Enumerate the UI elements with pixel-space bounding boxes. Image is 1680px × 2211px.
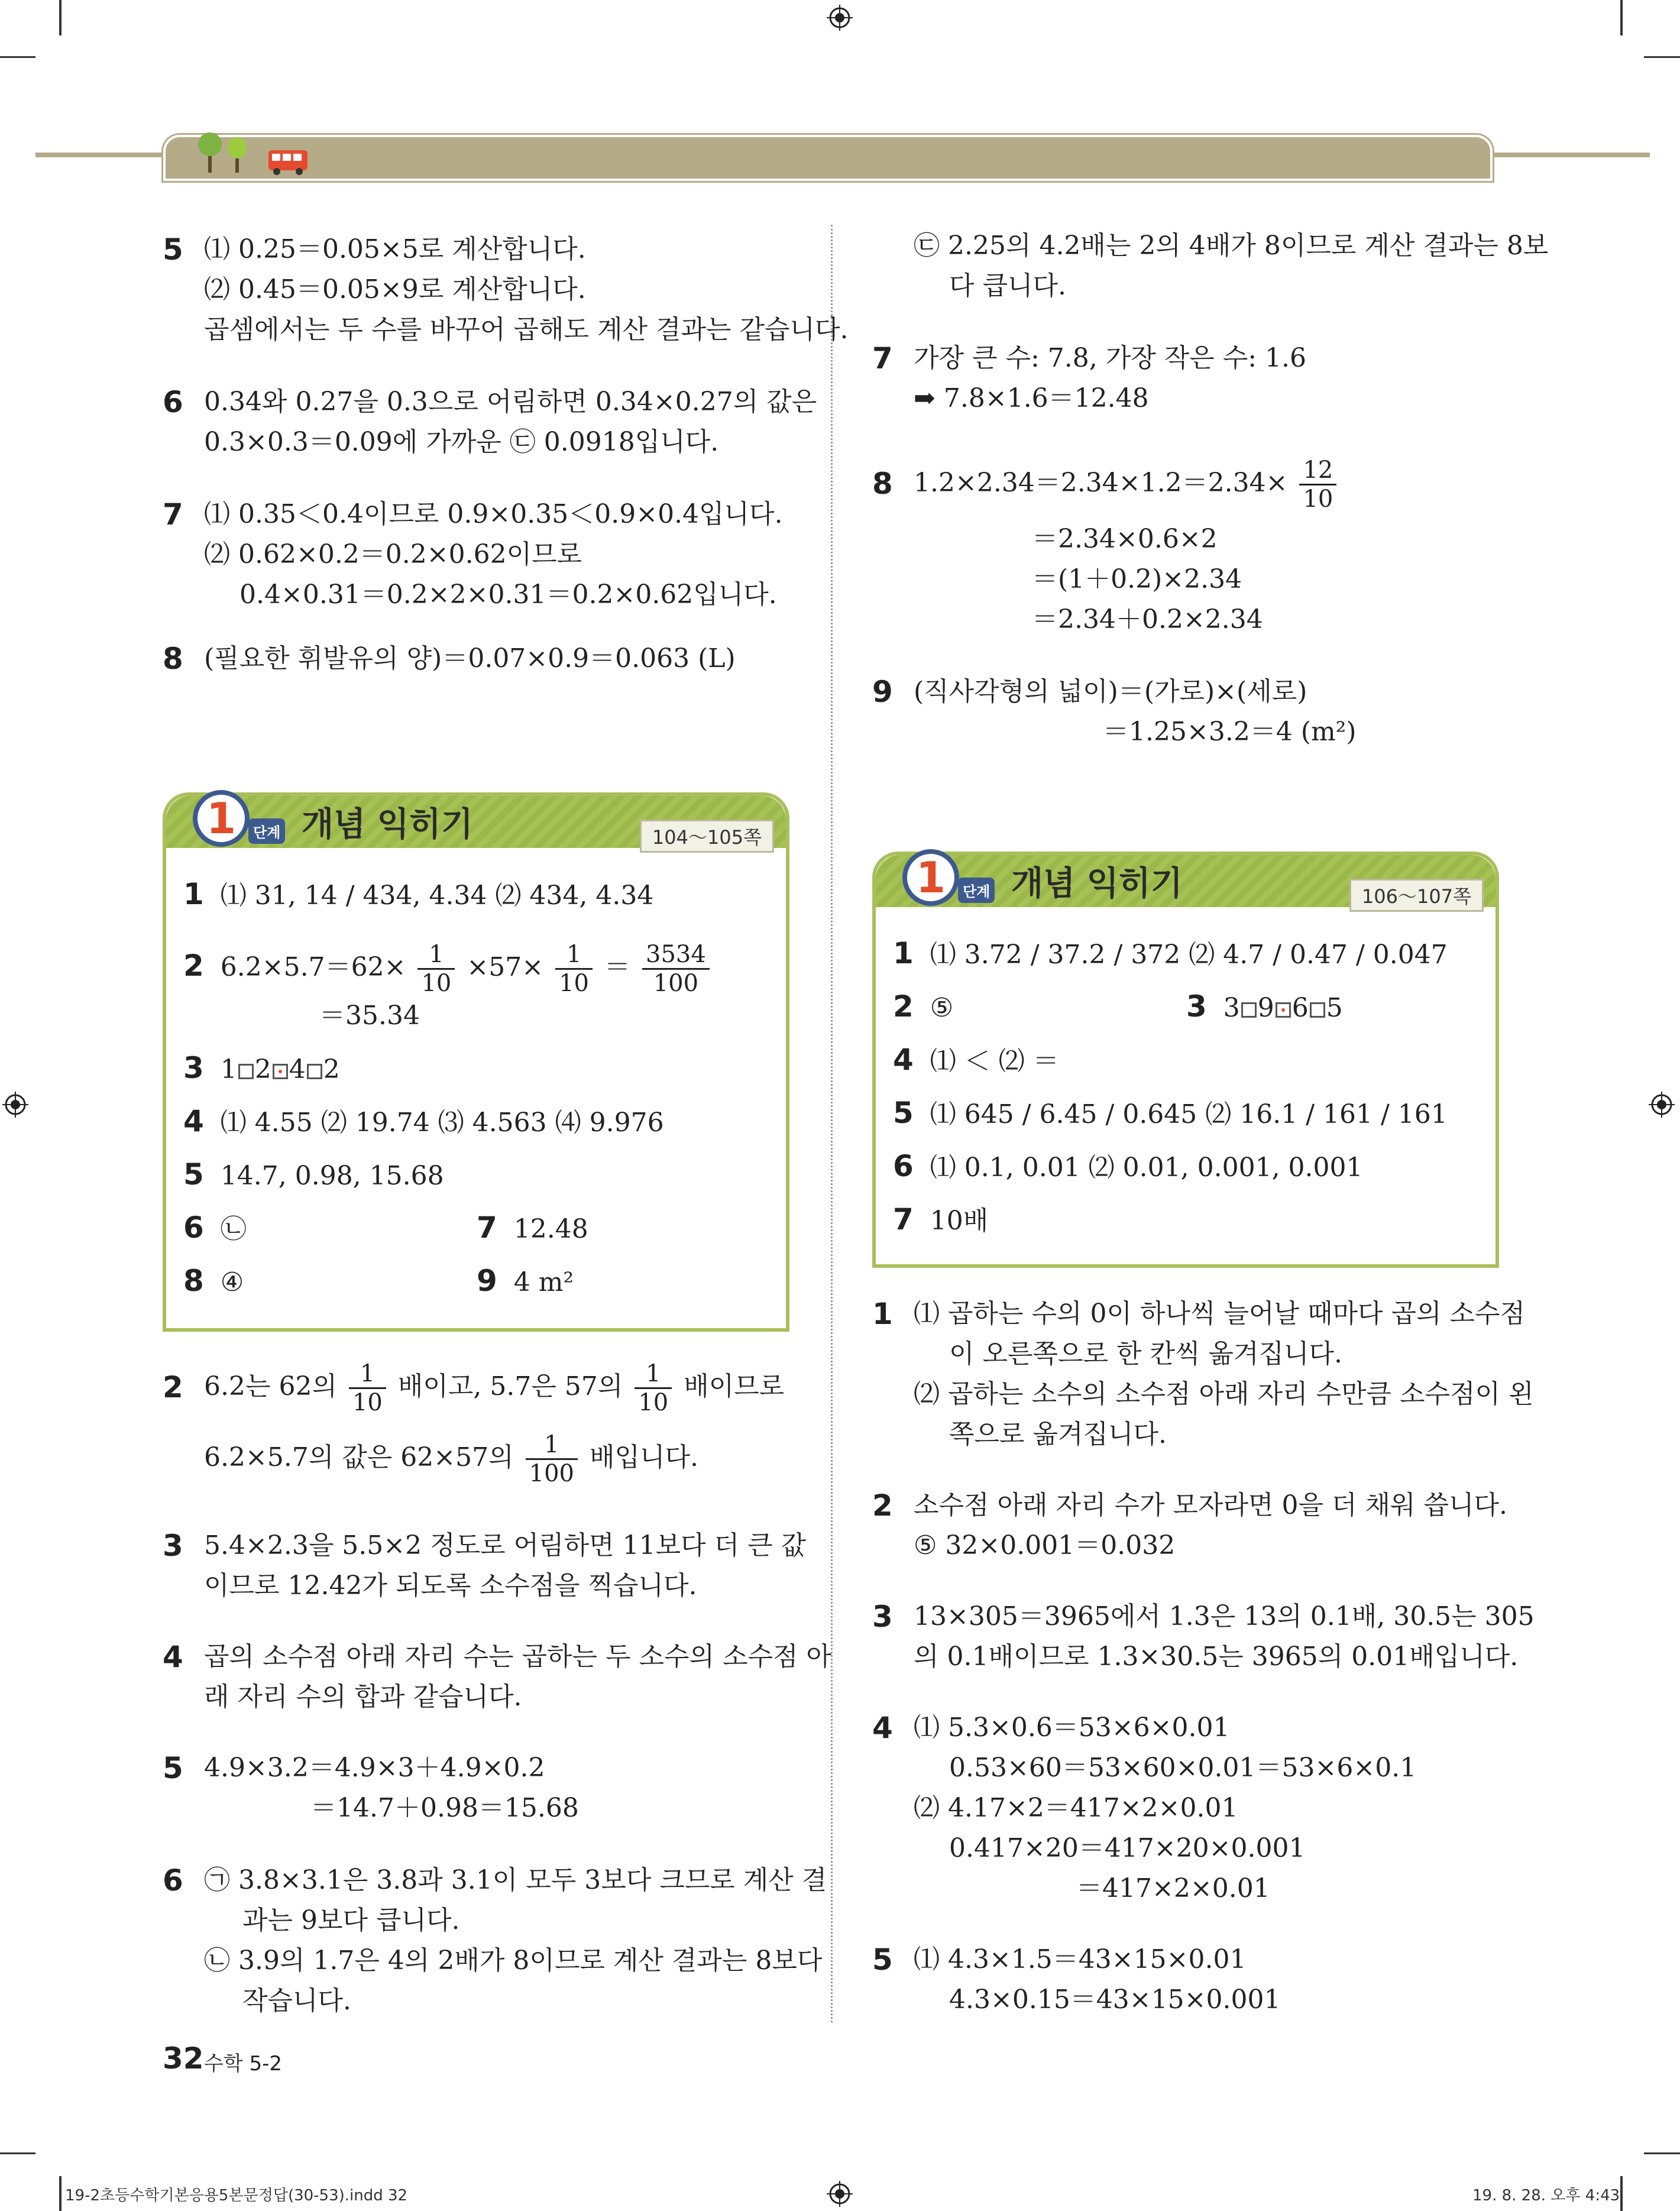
box-answer-number: 8 (183, 1264, 204, 1298)
step-number-badge: 1 (193, 790, 250, 847)
answer-line: 소수점 아래 자리 수가 모자라면 0을 더 채워 씁니다. (914, 1490, 1507, 1520)
answer-line: ＝2.34＋0.2×2.34 (1032, 604, 1263, 635)
answer-text: 배이고, 5.7은 57의 (397, 1371, 623, 1401)
box-answer-number: 2 (183, 949, 204, 983)
answer-line: ⑵ 0.62×0.2＝0.2×0.62이므로 (204, 539, 582, 569)
fraction (642, 941, 710, 997)
answer-line: 이 오른쪽으로 한 칸씩 옮겨집니다. (949, 1339, 1342, 1369)
answer-text: 배입니다. (590, 1442, 699, 1472)
answer-line: (필요한 휘발유의 양)＝0.07×0.9＝0.063 (L) (204, 643, 736, 674)
answer-text: 6.2는 62의 (204, 1371, 337, 1401)
empty-box-icon (238, 1064, 254, 1079)
box-answer-row (893, 1146, 1363, 1188)
box-answer-row (893, 986, 953, 1028)
answer-line: ＝417×2×0.01 (1076, 1873, 1270, 1904)
question-number: 2 (872, 1488, 893, 1523)
answer-text: 6.2×5.7의 값은 62×57의 (204, 1442, 514, 1472)
question-number: 5 (872, 1943, 893, 1977)
denominator: 100 (653, 970, 699, 997)
crop-line-bottom-left (0, 2152, 35, 2154)
numerator: 1 (555, 941, 593, 970)
question-number: 8 (163, 642, 183, 676)
header-tab (163, 135, 1493, 181)
print-file-name: 19-2초등수학기본응용5본문정답(30-53).indd 32 (65, 2187, 408, 2204)
answer-line: 13×305＝3965에서 1.3은 13의 0.1배, 30.5는 305 (914, 1601, 1535, 1631)
denominator: 10 (559, 970, 590, 997)
answer-line: 가장 큰 수: 7.8, 가장 작은 수: 1.6 (914, 343, 1307, 373)
digit: 4 (289, 1054, 306, 1085)
box-answer-text: ＝ (604, 952, 631, 982)
answer-line: 곱의 소수점 아래 자리 수는 곱하는 두 소수의 소수점 아 (204, 1642, 831, 1672)
fraction (555, 941, 593, 997)
fraction (635, 1360, 672, 1416)
box-answer-row (183, 1048, 340, 1090)
box-answer-row (183, 874, 653, 916)
question-number: 6 (163, 385, 183, 419)
question-number: 8 (872, 467, 893, 501)
answer-line: 의 0.1배이므로 1.3×30.5는 3965의 0.01배입니다. (914, 1642, 1519, 1672)
denominator: 10 (638, 1389, 669, 1416)
answer-line: ⑵ 곱하는 소수의 소수점 아래 자리 수만큼 소수점이 왼 (914, 1379, 1534, 1409)
numerator: 1 (417, 941, 455, 970)
box-answer-text: ㉡ (220, 1214, 247, 1244)
box-answer-text: ⑴ 0.1, 0.01 ⑵ 0.01, 0.001, 0.001 (930, 1153, 1363, 1183)
box-answer-number: 3 (183, 1051, 204, 1085)
answer-line: 다 큽니다. (949, 271, 1066, 301)
fraction (526, 1431, 578, 1487)
box-answer-number: 5 (893, 1096, 914, 1130)
fraction (417, 941, 455, 997)
answer-line: 4.9×3.2＝4.9×3＋4.9×0.2 (204, 1753, 545, 1783)
question-number: 4 (163, 1640, 183, 1674)
empty-box-icon (307, 1064, 322, 1079)
print-date: 19. 8. 28. 오후 4:43 (1472, 2187, 1620, 2204)
box-answer-row (893, 1199, 988, 1241)
registration-mark-top-icon (827, 5, 853, 31)
box-answer-text: 10배 (930, 1206, 989, 1236)
box-answer-number: 6 (183, 1210, 204, 1245)
page-range-tag: 104～105쪽 (640, 820, 774, 853)
question-number: 3 (163, 1529, 183, 1563)
box-answer-number: 1 (183, 877, 204, 911)
answer-line: ㉠ 3.8×3.1은 3.8과 3.1이 모두 3보다 크므로 계산 결 (204, 1865, 827, 1895)
book-title: 수학 5-2 (204, 2052, 283, 2076)
answer-line: 0.3×0.3＝0.09에 가까운 ㉢ 0.0918입니다. (204, 427, 719, 457)
box-answer-number: 7 (893, 1202, 914, 1236)
box-answer-number: 4 (893, 1043, 914, 1077)
answer-line: ⑴ 4.3×1.5＝43×15×0.01 (914, 1944, 1247, 1974)
answer-line: ＝2.34×0.6×2 (1032, 524, 1218, 554)
answer-line: ⑴ 0.25＝0.05×5로 계산합니다. (204, 234, 586, 264)
box-answer-row (893, 933, 1448, 975)
page-number: 32 (163, 2041, 204, 2076)
question-number: 4 (872, 1711, 893, 1745)
box-answer-row (183, 933, 713, 1000)
answer-line: ⑵ 0.45＝0.05×9로 계산합니다. (204, 274, 586, 305)
answer-line: (직사각형의 넓이)＝(가로)×(세로) (914, 676, 1307, 707)
empty-box-icon (1310, 1002, 1325, 1018)
answer-line: 작습니다. (242, 1986, 352, 2016)
step-label-badge: 단계 (248, 818, 285, 844)
box-answer-text: ⑤ (930, 993, 954, 1023)
numerator: 12 (1299, 457, 1336, 485)
box-answer-row (893, 1040, 1059, 1082)
question-number: 2 (163, 1370, 183, 1404)
denominator: 10 (1303, 485, 1333, 513)
box-answer-row (893, 1093, 1448, 1135)
digit: 5 (1326, 993, 1343, 1023)
question-number: 3 (872, 1600, 893, 1634)
fraction (1299, 457, 1336, 513)
box-answer-number: 4 (183, 1104, 204, 1138)
answer-line: ＝(1＋0.2)×2.34 (1032, 564, 1242, 594)
registration-mark-left-icon (2, 1092, 28, 1118)
answer-line: 0.53×60＝53×60×0.01＝53×6×0.1 (949, 1753, 1417, 1783)
denominator: 100 (529, 1460, 575, 1487)
box-answer-text: ⑴ 31, 14 / 434, 4.34 ⑵ 434, 4.34 (220, 880, 654, 911)
box-answer-number: 2 (893, 989, 914, 1024)
crop-line-bottom-right (1644, 2152, 1680, 2154)
question-number: 1 (872, 1297, 893, 1331)
crop-line-top-right (1620, 0, 1623, 35)
box-answer-number: 6 (893, 1149, 914, 1183)
box-answer-text: ④ (220, 1267, 244, 1297)
answer-line: ㉢ 2.25의 4.2배는 2의 4배가 8이므로 계산 결과는 8보 (914, 231, 1549, 261)
box-answer-text: ×57× (467, 952, 544, 982)
answer-line (204, 1425, 698, 1490)
box-answer-number: 3 (1186, 989, 1207, 1024)
column-divider (831, 225, 833, 2022)
question-number: 7 (163, 497, 183, 532)
answer-line: ＝1.25×3.2＝4 (m²) (1103, 717, 1357, 747)
decimal-point-box-icon (1276, 1002, 1291, 1018)
answer-line: 5.4×2.3을 5.5×2 정도로 어림하면 11보다 더 큰 값 (204, 1530, 807, 1561)
digit: 2 (323, 1054, 340, 1085)
answer-line: 0.4×0.31＝0.2×2×0.31＝0.2×0.62입니다. (239, 580, 777, 610)
answer-text: 1.2×2.34＝2.34×1.2＝2.34× (914, 468, 1288, 498)
question-number: 7 (872, 341, 893, 375)
concept-box-title: 개념 익히기 (1011, 865, 1183, 903)
answer-line: 0.417×20＝417×20×0.001 (949, 1833, 1306, 1863)
fraction (349, 1360, 386, 1416)
box-answer-row (1186, 986, 1343, 1028)
registration-mark-bottom-icon (827, 2181, 853, 2207)
question-number: 9 (872, 675, 893, 709)
answer-line: ㉡ 3.9의 1.7은 4의 2배가 8이므로 계산 결과는 8보다 (204, 1945, 823, 1976)
answer-line: ➡ 7.8×1.6＝12.48 (914, 383, 1149, 413)
box-answer-text: 4 m² (513, 1267, 574, 1297)
box-answer-text: ⑴ ＜ ⑵ ＝ (930, 1046, 1059, 1076)
empty-box-icon (1241, 1002, 1257, 1018)
answer-line: 이므로 12.42가 되도록 소수점을 찍습니다. (204, 1571, 697, 1601)
box-answer-row (477, 1261, 574, 1303)
answer-line: 쪽으로 옮겨집니다. (949, 1419, 1167, 1449)
digit: 9 (1257, 993, 1274, 1023)
answer-line: 래 자리 수의 합과 같습니다. (204, 1682, 522, 1712)
box-answer-number: 9 (477, 1264, 497, 1298)
tree-icon (195, 131, 260, 173)
box-answer-text: 12.48 (513, 1214, 588, 1244)
concept-box-title: 개념 익히기 (302, 805, 473, 844)
page-range-tag: 106～107쪽 (1349, 879, 1484, 912)
digit: 2 (254, 1054, 271, 1085)
box-answer-row (183, 1261, 244, 1303)
crop-line-top-left (59, 0, 61, 35)
answer-line: ＝14.7＋0.98＝15.68 (310, 1793, 579, 1823)
numerator: 1 (526, 1431, 578, 1460)
answer-line: 곱셈에서는 두 수를 바꾸어 곱해도 계산 결과는 같습니다. (204, 315, 849, 345)
numerator: 1 (635, 1360, 672, 1389)
answer-line: ⑴ 곱하는 수의 0이 하나씩 늘어날 때마다 곱의 소수점 (914, 1299, 1525, 1329)
question-number: 5 (163, 232, 183, 267)
step-number-badge: 1 (902, 849, 959, 906)
box-answer-text: ⑴ 3.72 / 37.2 / 372 ⑵ 4.7 / 0.47 / 0.047 (930, 940, 1448, 970)
answer-line (204, 1354, 784, 1419)
digit: 6 (1291, 993, 1309, 1023)
box-answer-row (183, 1101, 664, 1143)
answer-line: 4.3×0.15＝43×15×0.001 (949, 1985, 1281, 2015)
answer-text: 배이므로 (684, 1371, 785, 1401)
answer-line (914, 451, 1340, 516)
answer-line: ⑴ 0.35＜0.4이므로 0.9×0.35＜0.9×0.4입니다. (204, 499, 783, 529)
box-answer-row (477, 1208, 588, 1249)
crop-line-left-h (0, 56, 35, 58)
box-answer-text: 6.2×5.7＝62× (220, 952, 406, 982)
box-answer-number: 5 (183, 1157, 204, 1192)
crop-line-bottom-right-v (1620, 2176, 1623, 2211)
digit: 3 (1223, 993, 1240, 1023)
answer-line: 0.34와 0.27을 0.3으로 어림하면 0.34×0.27의 값은 (204, 387, 817, 417)
registration-mark-right-icon (1649, 1092, 1675, 1118)
denominator: 10 (421, 970, 452, 997)
numerator: 1 (349, 1360, 386, 1389)
decimal-point-box-icon (273, 1064, 288, 1079)
box-answer-text: ⑴ 645 / 6.45 / 0.645 ⑵ 16.1 / 161 / 161 (930, 1099, 1448, 1129)
box-answer-number: 1 (893, 936, 914, 970)
box-answer-text: ⑴ 4.55 ⑵ 19.74 ⑶ 4.563 ⑷ 9.976 (220, 1108, 664, 1138)
answer-line: ⑤ 32×0.001＝0.032 (914, 1530, 1176, 1561)
answer-line: ⑴ 5.3×0.6＝53×6×0.01 (914, 1713, 1230, 1743)
question-number: 6 (163, 1863, 183, 1898)
bus-icon (267, 148, 309, 176)
step-label-badge: 단계 (958, 878, 995, 903)
box-answer-text: 14.7, 0.98, 15.68 (220, 1161, 444, 1191)
crop-line-right-h (1644, 56, 1680, 58)
digit: 1 (220, 1054, 237, 1085)
box-answer-text: ＝35.34 (319, 1001, 420, 1031)
answer-line: 과는 9보다 큽니다. (242, 1905, 460, 1935)
numerator: 3534 (642, 941, 710, 970)
box-answer-number: 7 (477, 1210, 497, 1245)
box-answer-row (183, 1208, 247, 1249)
box-answer-row (183, 1154, 444, 1196)
crop-line-bottom-left-v (59, 2176, 61, 2211)
denominator: 10 (352, 1389, 383, 1416)
question-number: 5 (163, 1751, 183, 1785)
answer-line: ⑵ 4.17×2＝417×2×0.01 (914, 1793, 1238, 1823)
